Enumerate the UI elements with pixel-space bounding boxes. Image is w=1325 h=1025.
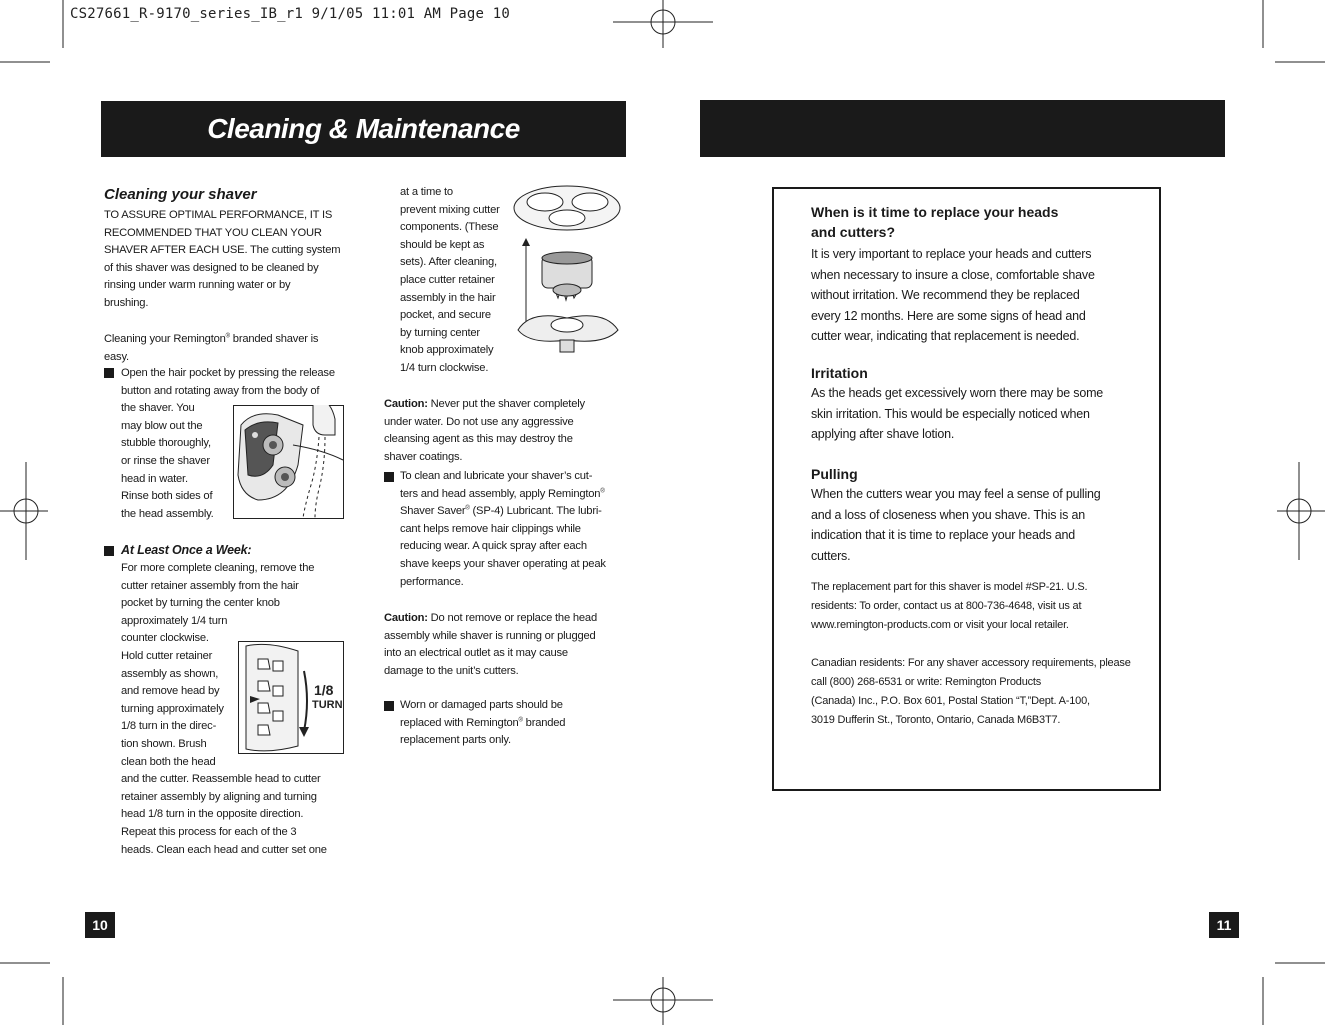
head-assembly-illustration xyxy=(510,180,625,360)
print-slug: CS27661_R-9170_series_IB_r1 9/1/05 11:01 AM Page 10 xyxy=(70,6,511,22)
text-fragment: Cleaning your Remington xyxy=(104,333,226,345)
text-line: when necessary to insure a close, comfortable shave xyxy=(811,267,1095,282)
text-line: www.remington-products.com or visit your local retailer. xyxy=(811,619,1069,631)
turn-illustration xyxy=(238,641,344,754)
text-line: cant helps remove hair clippings while xyxy=(400,522,581,535)
text-line: by turning center xyxy=(400,326,480,339)
text-line: (Canada) Inc., P.O. Box 601, Postal Station “T,”Dept. A-100, xyxy=(811,695,1090,707)
text-line: residents: To order, contact us at 800-736-4648, visit us at xyxy=(811,600,1082,612)
text-fragment: (SP-4) Lubricant. The lubri- xyxy=(469,505,602,518)
text-line: head 1/8 turn in the opposite direction. xyxy=(121,808,304,821)
text-line: heads. Clean each head and cutter set one xyxy=(121,843,327,856)
heading-line: and cutters? xyxy=(811,224,896,240)
text-line: brushing. xyxy=(104,296,149,309)
text-line: cutters. xyxy=(811,548,851,563)
text-line: rinsing under warm running water or by xyxy=(104,279,291,292)
text-line xyxy=(400,503,630,521)
rinse-illustration xyxy=(233,405,344,519)
text-line xyxy=(384,610,629,628)
text-line: place cutter retainer xyxy=(400,273,495,286)
text-line: pocket by turning the center knob xyxy=(121,597,280,610)
text-line: call (800) 268-6531 or write: Remington Products xyxy=(811,676,1042,688)
text-fragment: Never put the shaver completely xyxy=(427,398,585,410)
text-line: and remove head by xyxy=(121,685,220,698)
text-line: As the heads get excessively worn there may be some xyxy=(811,386,1104,400)
lube-paragraph xyxy=(400,468,630,591)
text-line: and the cutter. Reassemble head to cutter xyxy=(121,773,321,786)
text-line: retainer assembly by aligning and turning xyxy=(121,790,317,803)
text-line: shave keeps your shaver operating at peak xyxy=(400,557,606,570)
text-line: Worn or damaged parts should be xyxy=(400,699,563,711)
text-line: For more complete cleaning, remove the xyxy=(121,562,315,574)
text-line: Rinse both sides of xyxy=(121,490,213,503)
irritation-heading: Irritation xyxy=(811,365,868,381)
turn-label-fraction: 1/8 xyxy=(314,682,334,698)
text-line: 1/4 turn clockwise. xyxy=(400,361,489,374)
us-order-info xyxy=(811,578,1156,635)
registered-mark: ® xyxy=(600,487,605,494)
caution2-paragraph xyxy=(384,610,629,680)
col2-top-text xyxy=(400,184,520,378)
right-header-bar xyxy=(700,100,1225,157)
weekly-heading: At Least Once a Week: xyxy=(121,543,252,557)
cleaning-heading: Cleaning your shaver xyxy=(104,186,257,203)
page-number-left: 10 xyxy=(85,912,115,938)
text-line: SHAVER AFTER EACH USE. The cutting system xyxy=(104,244,341,257)
text-line: sets). After cleaning, xyxy=(400,256,497,269)
replace-text xyxy=(811,244,1151,347)
text-line: performance. xyxy=(400,575,464,588)
section-title: Cleaning & Maintenance xyxy=(207,113,520,144)
text-fragment: ters and head assembly, apply Remington xyxy=(400,487,601,500)
text-line: under water. Do not use any aggressive xyxy=(384,415,574,428)
text-fragment: replaced with Remington xyxy=(400,716,519,729)
text-line: or rinse the shaver xyxy=(121,454,210,467)
replace-heading xyxy=(811,202,1058,242)
text-line: assembly while shaver is running or plugged xyxy=(384,629,596,642)
text-line: cutter retainer assembly from the hair xyxy=(121,579,299,592)
text-line: applying after shave lotion. xyxy=(811,427,955,441)
text-line: pocket, and secure xyxy=(400,309,491,322)
registered-mark: ® xyxy=(465,505,470,512)
caution-label: Caution: xyxy=(384,612,428,624)
text-line: reducing wear. A quick spray after each xyxy=(400,540,587,553)
bullet-square xyxy=(104,546,114,556)
bullet-square xyxy=(384,701,394,711)
turn-label-word: TURN xyxy=(312,699,343,711)
text-line: approximately 1/4 turn xyxy=(121,614,228,627)
page-number-right: 11 xyxy=(1209,912,1239,938)
text-line: The replacement part for this shaver is model #SP-21. U.S. xyxy=(811,581,1088,593)
text-line: easy. xyxy=(104,350,129,363)
worn-paragraph xyxy=(400,697,630,750)
caution-label: Caution: xyxy=(384,398,428,410)
cleaning-intro xyxy=(104,207,349,313)
section-header xyxy=(101,101,626,157)
text-line xyxy=(400,486,630,504)
text-line: It is very important to replace your heads and cutters xyxy=(811,247,1092,261)
text-line: damage to the unit’s cutters. xyxy=(384,664,519,677)
text-fragment: Shaver Saver xyxy=(400,505,466,518)
text-line: Canadian residents: For any shaver accessory requirements, please xyxy=(811,657,1131,669)
text-fragment: Do not remove or replace the head xyxy=(427,612,597,624)
registered-mark: ® xyxy=(518,716,523,723)
text-line: components. (These xyxy=(400,221,499,234)
pulling-text xyxy=(811,484,1151,566)
text-line: skin irritation. This would be especially noticed when xyxy=(811,406,1090,421)
text-line: at a time to xyxy=(400,186,453,198)
text-line: button and rotating away from the body of xyxy=(121,384,320,397)
text-line: Repeat this process for each of the 3 xyxy=(121,825,297,838)
text-line: When the cutters wear you may feel a sense of pulling xyxy=(811,487,1101,501)
text-line: To clean and lubricate your shaver’s cut- xyxy=(400,470,593,482)
text-line: assembly as shown, xyxy=(121,667,219,680)
text-line: Open the hair pocket by pressing the release xyxy=(121,367,335,379)
text-fragment: branded shaver is xyxy=(229,333,319,345)
text-line: of this shaver was designed to be cleaned by xyxy=(104,261,319,274)
text-line: assembly in the hair xyxy=(400,291,496,304)
text-line xyxy=(104,331,349,349)
heading-line: When is it time to replace your heads xyxy=(811,204,1059,220)
registered-mark: ® xyxy=(225,333,230,340)
text-line: indication that it is time to replace your heads and xyxy=(811,528,1076,542)
text-line: 3019 Dufferin St., Toronto, Ontario, Canada M6B3T7. xyxy=(811,714,1061,726)
text-line: RECOMMENDED THAT YOU CLEAN YOUR xyxy=(104,226,322,239)
easy-paragraph xyxy=(104,331,349,366)
text-line: tion shown. Brush xyxy=(121,737,207,750)
text-line: into an electrical outlet as it may cause xyxy=(384,647,568,660)
text-line: clean both the head xyxy=(121,755,216,768)
text-fragment: branded xyxy=(522,716,566,729)
text-line: stubble thoroughly, xyxy=(121,437,211,450)
pulling-heading: Pulling xyxy=(811,466,858,482)
text-line: every 12 months. Here are some signs of head and xyxy=(811,308,1086,323)
canada-order-info xyxy=(811,654,1156,730)
text-line: prevent mixing cutter xyxy=(400,203,500,216)
text-line: shaver coatings. xyxy=(384,450,463,463)
text-line: Hold cutter retainer xyxy=(121,649,213,662)
bullet-square xyxy=(104,368,114,378)
text-line: turning approximately xyxy=(121,702,224,715)
text-line: counter clockwise. xyxy=(121,632,209,645)
text-line: head in water. xyxy=(121,472,188,485)
text-line: the head assembly. xyxy=(121,507,214,520)
text-line: knob approximately xyxy=(400,344,494,357)
text-line xyxy=(384,396,629,414)
bullet-square xyxy=(384,472,394,482)
text-line: TO ASSURE OPTIMAL PERFORMANCE, IT IS xyxy=(104,209,333,221)
caution1-paragraph xyxy=(384,396,629,466)
text-line: without irritation. We recommend they be replaced xyxy=(811,288,1080,302)
irritation-text xyxy=(811,383,1151,445)
text-line: 1/8 turn in the direc- xyxy=(121,720,217,733)
text-line: replacement parts only. xyxy=(400,734,511,747)
text-line xyxy=(400,715,630,733)
text-line: the shaver. You xyxy=(121,402,195,415)
text-line: should be kept as xyxy=(400,238,485,251)
text-line: may blow out the xyxy=(121,419,203,432)
text-line: cutter wear, indicating that replacement is needed. xyxy=(811,329,1080,343)
text-line: and a loss of closeness when you shave. This is an xyxy=(811,507,1085,522)
text-line: cleansing agent as this may destroy the xyxy=(384,433,573,446)
